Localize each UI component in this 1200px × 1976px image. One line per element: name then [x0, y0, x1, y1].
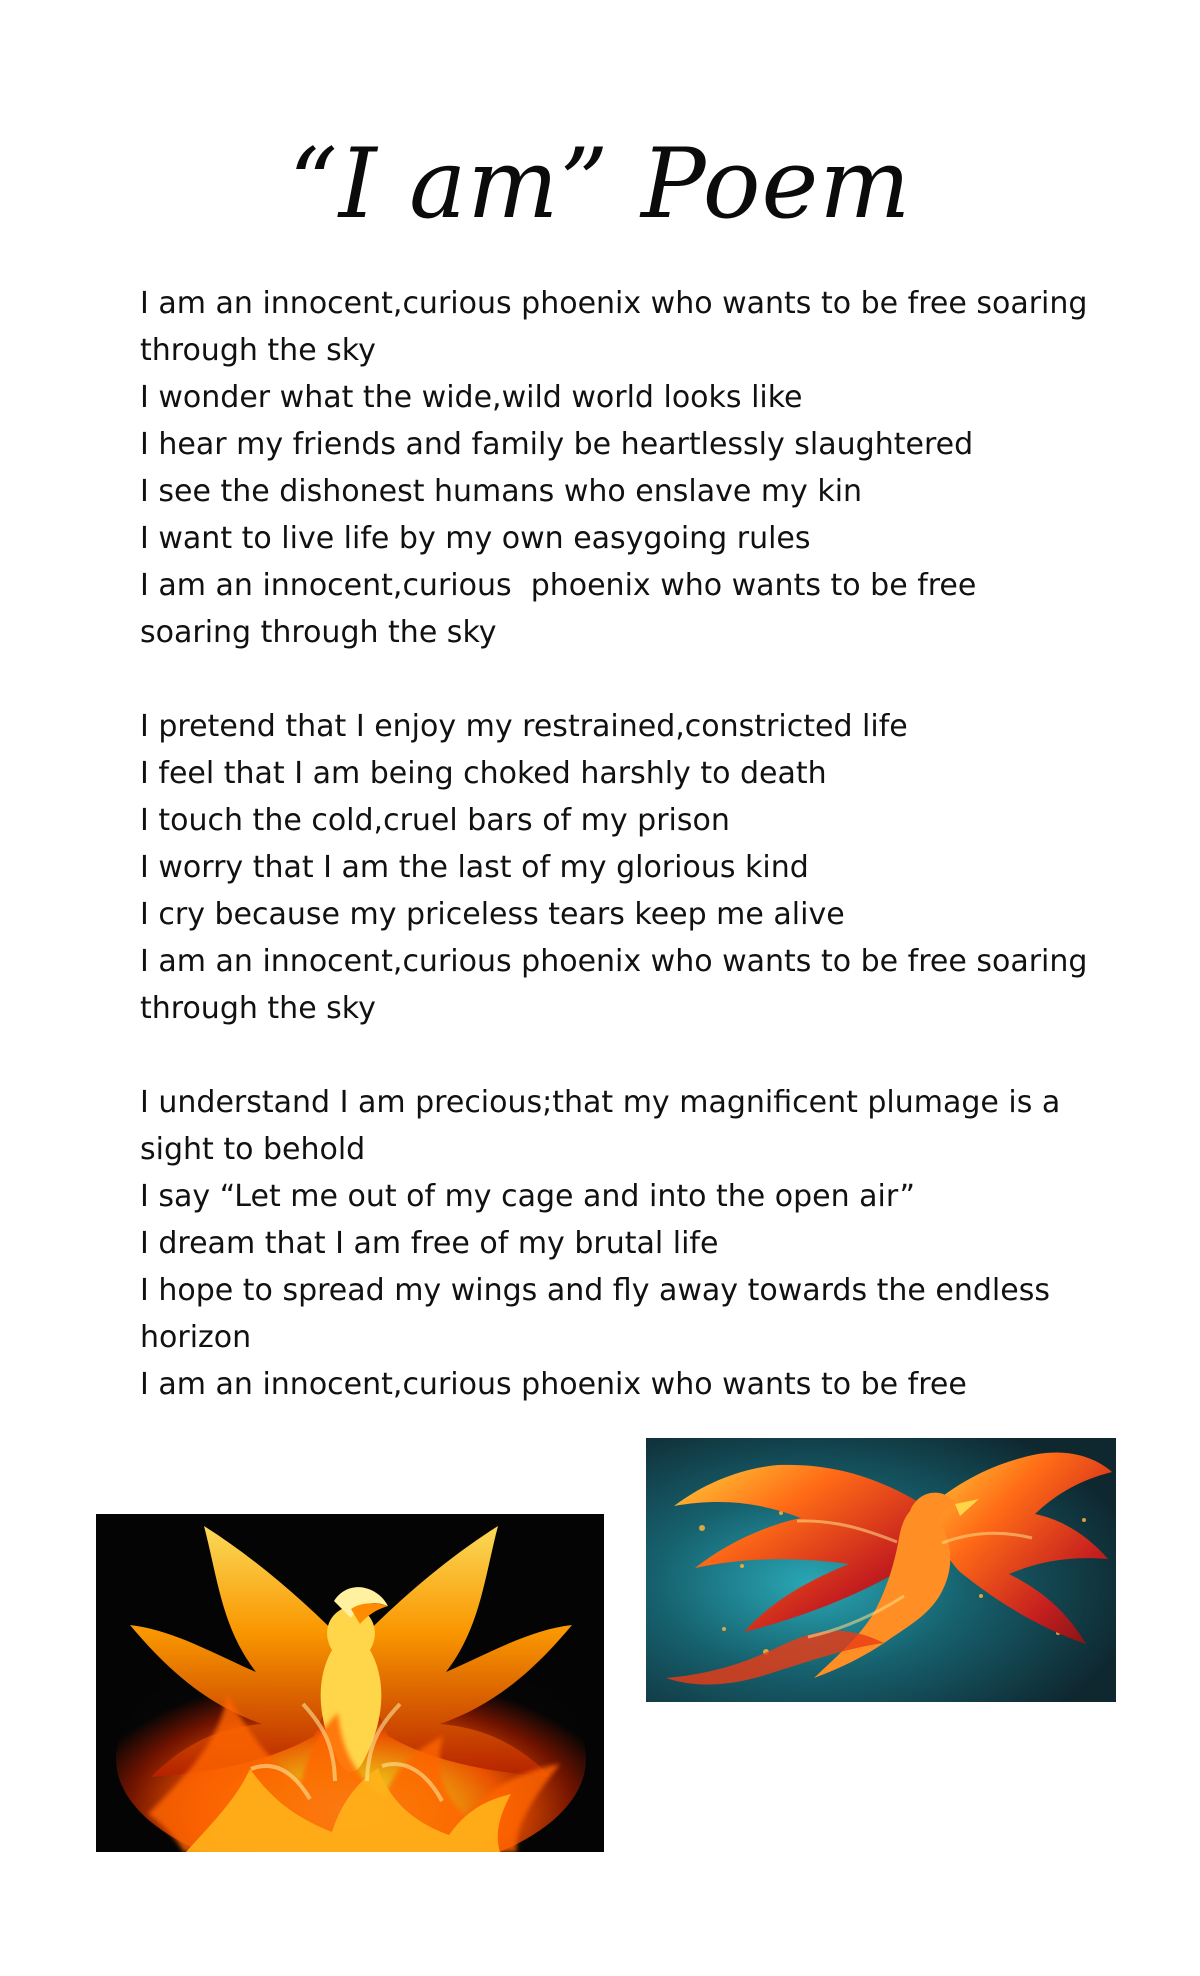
poem-line: I see the dishonest humans who enslave my kin [140, 474, 863, 509]
poem-line: I touch the cold,cruel bars of my prison [140, 803, 730, 838]
poem-title: “I am” Poem [288, 128, 912, 240]
poem-line: I am an innocent,curious phoenix who wants to be free soaring through the sky [140, 568, 986, 650]
poem-line: I say “Let me out of my cage and into the open air” [140, 1179, 916, 1214]
poem-line: I want to live life by my own easygoing rules [140, 521, 811, 556]
fire-phoenix-icon [96, 1514, 604, 1852]
poem-line: I dream that I am free of my brutal life [140, 1226, 719, 1261]
poem-line: I am an innocent,curious phoenix who wants to be free soaring through the sky [140, 286, 1097, 368]
poem-line: I cry because my priceless tears keep me alive [140, 897, 845, 932]
poem-line: I understand I am precious;that my magnificent plumage is a sight to behold [140, 1085, 1070, 1167]
poem-line: I feel that I am being choked harshly to death [140, 756, 827, 791]
poem-body [140, 280, 1097, 1408]
poem-line: I pretend that I enjoy my restrained,constricted life [140, 709, 908, 744]
poem-line: I worry that I am the last of my glorious kind [140, 850, 809, 885]
poem-line: I am an innocent,curious phoenix who wants to be free soaring through the sky [140, 944, 1097, 1026]
fire-phoenix-image [96, 1514, 604, 1852]
flying-phoenix-image [646, 1438, 1116, 1702]
stanza-3 [140, 1079, 1090, 1408]
poem-line: I wonder what the wide,wild world looks like [140, 380, 803, 415]
stanza-2 [140, 703, 1097, 1032]
flying-phoenix-icon [646, 1438, 1116, 1702]
poem-line: I am an innocent,curious phoenix who wants to be free [140, 1367, 967, 1402]
stanza-1 [140, 280, 1097, 656]
poem-line: I hope to spread my wings and fly away towards the endless horizon [140, 1273, 1060, 1355]
poem-line: I hear my friends and family be heartlessly slaughtered [140, 427, 974, 462]
